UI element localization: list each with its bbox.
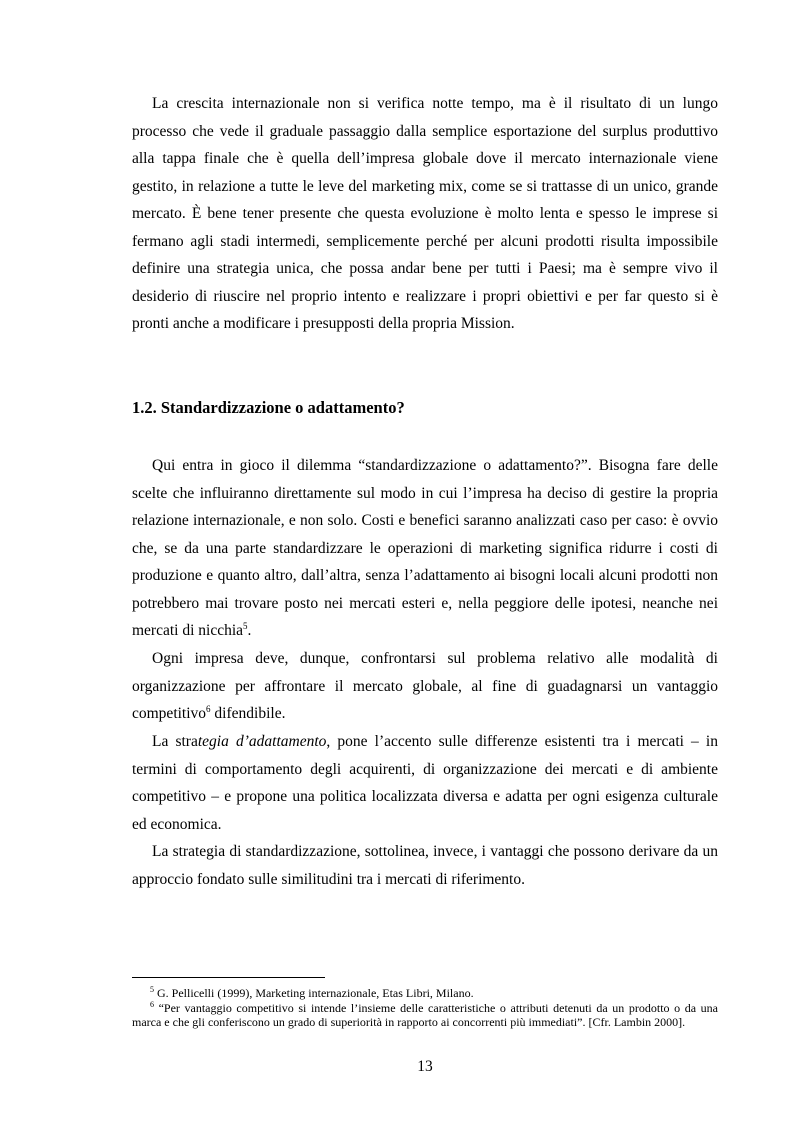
paragraph-organization bbox=[132, 645, 718, 728]
footnote-6-number: 6 bbox=[150, 1000, 154, 1009]
footnote-5 bbox=[132, 986, 718, 1000]
footnote-5-text: G. Pellicelli (1999), Marketing internazionale, Etas Libri, Milano. bbox=[154, 986, 474, 1000]
paragraph-dilemma-text: Qui entra in gioco il dilemma “standardizzazione o adattamento?”. Bisogna fare delle scelte che influiranno direttamente sul modo in cui l’impresa ha deciso di gestire la propria relazione internazionale, e non solo. Costi e benefici saranno analizzati caso per caso: è ovvio che, se da una parte standardizzare le operazioni di marketing significa ridurre i costi di produzione e quanto altro, dall’altra, senza l’adattamento ai bisogni locali alcuni prodotti non potrebbero mai trovare posto nei mercati esteri e, nella peggiore delle ipotesi, neanche nei mercati di nicchia bbox=[132, 457, 718, 639]
footnote-ref-6: 6 bbox=[206, 703, 211, 714]
paragraph-adaptation-italic: tegia d’adattamento bbox=[197, 733, 327, 750]
paragraph-intro: La crescita internazionale non si verifica notte tempo, ma è il risultato di un lungo processo che vede il graduale passaggio dalla semplice esportazione del surplus produttivo alla tappa finale che è quella dell’impresa globale dove il mercato internazionale viene gestito, in relazione a tutte le leve del marketing mix, come se si trattasse di un unico, grande mercato. È bene tener presente che questa evoluzione è molto lenta e spesso le imprese si fermano agli stadi intermedi, semplicemente perché per alcuni prodotti risulta impossibile definire una strategia unica, che possa andar bene per tutti i Paesi; ma è sempre vivo il desiderio di riuscire nel proprio intento e realizzare i propri obiettivi e per far questo si è pronti anche a modificare i presupposti della propria Mission. bbox=[132, 95, 718, 332]
paragraph-organization-end: difendibile. bbox=[210, 705, 286, 722]
section-heading: 1.2. Standardizzazione o adattamento? bbox=[132, 398, 405, 417]
page-number: 13 bbox=[417, 1058, 433, 1075]
paragraph-adaptation-end: , pone l’accento sulle differenze esistenti tra i mercati – in termini di comportamento degli acquirenti, di organizzazione dei mercati e di ambiente competitivo – e propone una politica localizzata diversa e adatta per ogni esigenza culturale ed economica. bbox=[132, 733, 718, 833]
paragraph-standardization: La strategia di standardizzazione, sottolinea, invece, i vantaggi che possono derivare da un approccio fondato sulle similitudini tra i mercati di riferimento. bbox=[132, 843, 718, 888]
footnote-6 bbox=[132, 1001, 718, 1029]
paragraph-dilemma bbox=[132, 452, 718, 645]
footnote-6-text: “Per vantaggio competitivo si intende l’insieme delle caratteristiche o attributi detenuti da un prodotto o da una marca e che gli conferiscono un grado di superiorità in rapporto ai concorrenti più immediati”. [Cfr. Lambin 2000]. bbox=[132, 1001, 718, 1029]
paragraph-adaptation bbox=[132, 728, 718, 838]
paragraph-adaptation-start: La stra bbox=[152, 733, 198, 750]
footnote-separator bbox=[132, 977, 325, 978]
footnote-5-number: 5 bbox=[150, 985, 154, 994]
paragraph-dilemma-end: . bbox=[247, 622, 252, 639]
footnote-ref-5: 5 bbox=[243, 620, 248, 631]
paragraph-organization-text: Ogni impresa deve, dunque, confrontarsi sul problema relativo alle modalità di organizzazione per affrontare il mercato globale, al fine di guadagnarsi un vantaggio competitivo bbox=[132, 650, 718, 722]
